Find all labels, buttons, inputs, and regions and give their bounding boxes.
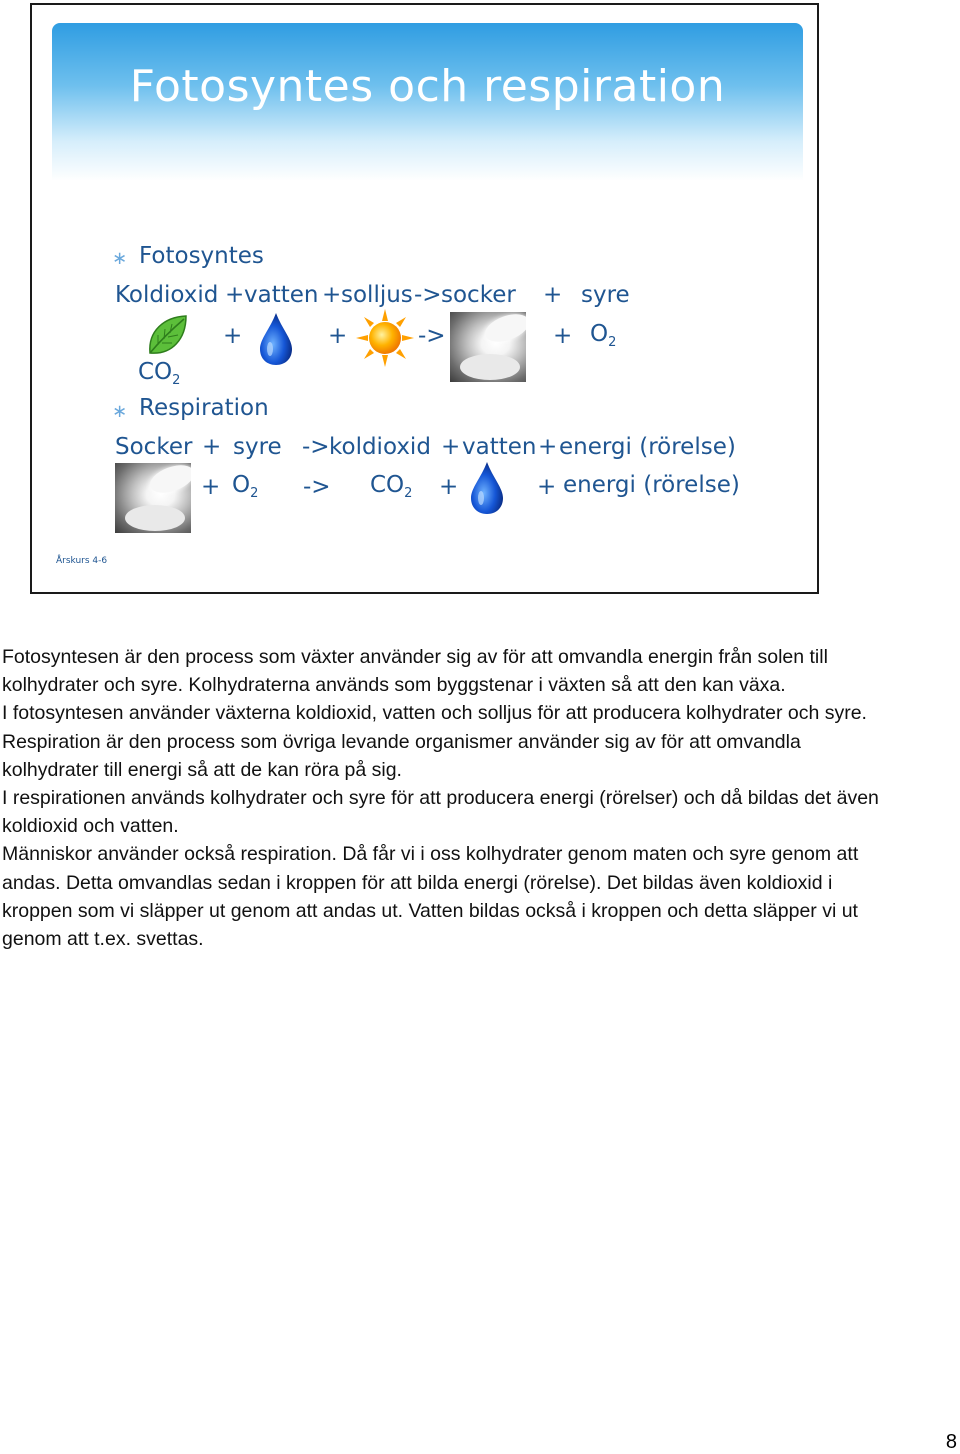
- bullet-icon: ∗: [112, 248, 128, 269]
- word-syre: syre: [233, 434, 282, 460]
- bullet-icon: ∗: [112, 401, 128, 422]
- word-arrow: ->: [302, 434, 330, 460]
- arrow-sign: ->: [418, 323, 446, 349]
- notes-paragraph: I respirationen används kolhydrater och syre för att producera energi (rörelser) och då bildas det även koldioxid och vatten.: [2, 787, 879, 838]
- notes-paragraph: Respiration är den process som övriga levande organismer använder sig av för att omvandla kolhydrater till energi så att de kan röra på sig.: [2, 730, 801, 781]
- word-koldioxid: Koldioxid: [115, 282, 219, 308]
- respiration-heading: Respiration: [139, 395, 269, 421]
- notes-paragraph: I fotosyntesen använder växterna koldioxid, vatten och solljus för att producera kolhydrater och syre.: [2, 702, 867, 725]
- plus-sign: +: [201, 474, 221, 500]
- word-plus: +: [543, 282, 563, 308]
- sugar-spoon-image: [450, 312, 526, 382]
- word-plus: +: [202, 434, 222, 460]
- speaker-notes: [2, 643, 882, 953]
- page-number: 8: [945, 1431, 957, 1453]
- notes-paragraph: Fotosyntesen är den process som växter använder sig av för att omvandla energin från solen till kolhydrater och syre. Kolhydraterna används som byggstenar i växten så att den kan växa.: [2, 646, 828, 697]
- word-plus: +: [441, 434, 461, 460]
- plus-sign: +: [328, 323, 348, 349]
- water-drop-icon: [469, 460, 505, 516]
- word-energi: energi (rörelse): [559, 434, 736, 460]
- slide-header: [52, 23, 803, 181]
- leaf-icon: [144, 313, 190, 359]
- notes-paragraph: Människor använder också respiration. Då får vi i oss kolhydrater genom maten och syre genom att andas. Detta omvandlas sedan i kroppen för att bilda energi (rörelse). Det bildas även koldioxid i kroppen som vi släpper ut genom att andas ut. Vatten bildas också i kroppen och detta släpper vi ut genom att t.ex. svettas.: [2, 843, 859, 951]
- o2-formula: $O_2$: [232, 472, 259, 501]
- word-socker: socker: [441, 282, 516, 308]
- co2-formula: $CO_2$: [138, 359, 181, 388]
- slide: [30, 3, 819, 594]
- word-solljus: solljus: [341, 282, 413, 308]
- slide-footer: Årskurs 4-6: [56, 556, 108, 566]
- word-arrow: ->: [414, 282, 442, 308]
- co2-formula: $CO_2$: [370, 472, 413, 501]
- slide-title: Fotosyntes och respiration: [129, 61, 726, 112]
- word-syre: syre: [581, 282, 630, 308]
- plus-sign: +: [439, 474, 459, 500]
- plus-sign: +: [553, 323, 573, 349]
- sun-icon: [356, 309, 414, 367]
- word-plus: +: [225, 282, 245, 308]
- plus-sign: +: [537, 474, 557, 500]
- word-plus: +: [322, 282, 342, 308]
- arrow-sign: ->: [303, 474, 331, 500]
- word-vatten: vatten: [462, 434, 537, 460]
- sugar-spoon-image: [115, 463, 191, 533]
- word-koldioxid: koldioxid: [329, 434, 431, 460]
- photosynthesis-heading: Fotosyntes: [139, 243, 264, 269]
- o2-formula: $O_2$: [590, 321, 617, 350]
- energy-label: energi (rörelse): [563, 472, 740, 498]
- word-socker: Socker: [115, 434, 193, 460]
- word-plus: +: [538, 434, 558, 460]
- plus-sign: +: [223, 323, 243, 349]
- word-vatten: vatten: [244, 282, 319, 308]
- water-drop-icon: [258, 311, 294, 367]
